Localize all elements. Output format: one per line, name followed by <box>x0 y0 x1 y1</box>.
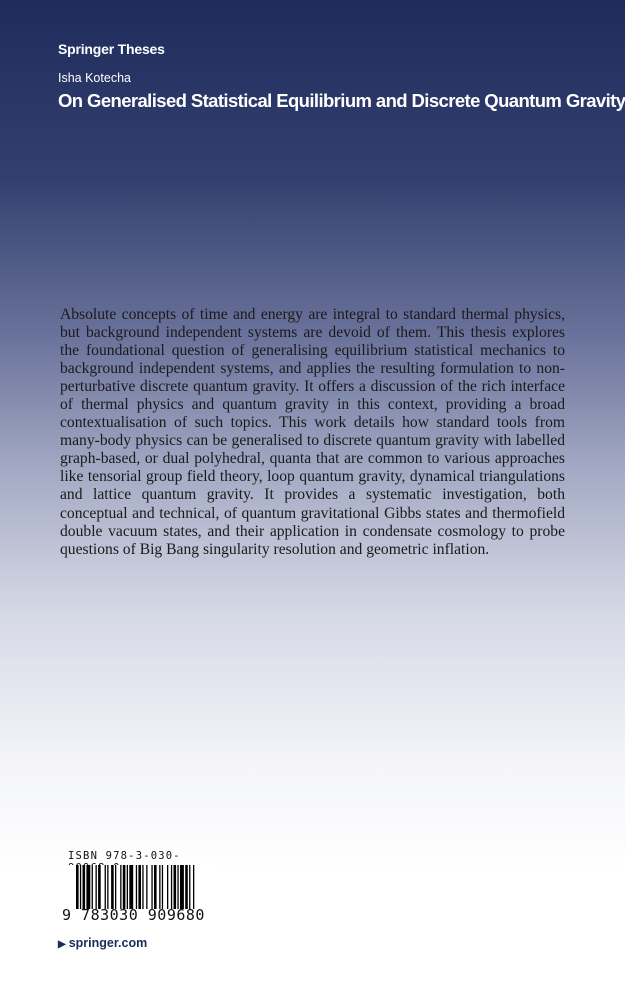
series-name: Springer Theses <box>58 41 165 57</box>
abstract-text: Absolute concepts of time and energy are integral to standard thermal physics, but background independent systems are devoid of them. This thesis explores the foundational question of generalising equilibrium statistical mechanics to background independent systems, and applies the resulting formulation to non-perturbative discrete quantum gravity. It offers a discussion of the rich interface of thermal physics and quantum gravity in this context, providing a broad contextualisation of such topics. This work details how standard tools from many-body physics can be generalised to discrete quantum gravity with labelled graph-based, or dual polyhedral, quanta that are common to various approaches like tensorial group field theory, loop quantum gravity, dynamical triangulations and lattice quantum gravity. It provides a systematic investigation, both conceptual and technical, of quantum gravitational Gibbs states and thermofield double vacuum states, and their application in condensate cosmology to probe questions of Big Bang singularity resolution and geometric inflation. <box>60 306 565 558</box>
barcode-bars <box>62 865 222 911</box>
isbn-barcode <box>62 850 222 930</box>
book-title: On Generalised Statistical Equilibrium and Discrete Quantum Gravity <box>58 90 625 111</box>
arrow-right-icon: ▶ <box>58 939 66 950</box>
publisher-url: springer.com <box>68 936 148 950</box>
isbn-label: ISBN 978-3-030- <box>68 850 181 862</box>
publisher-link[interactable] <box>58 936 147 950</box>
barcode-digits: 9 783030 909680 <box>62 906 205 924</box>
author-name: Isha Kotecha <box>58 71 131 85</box>
